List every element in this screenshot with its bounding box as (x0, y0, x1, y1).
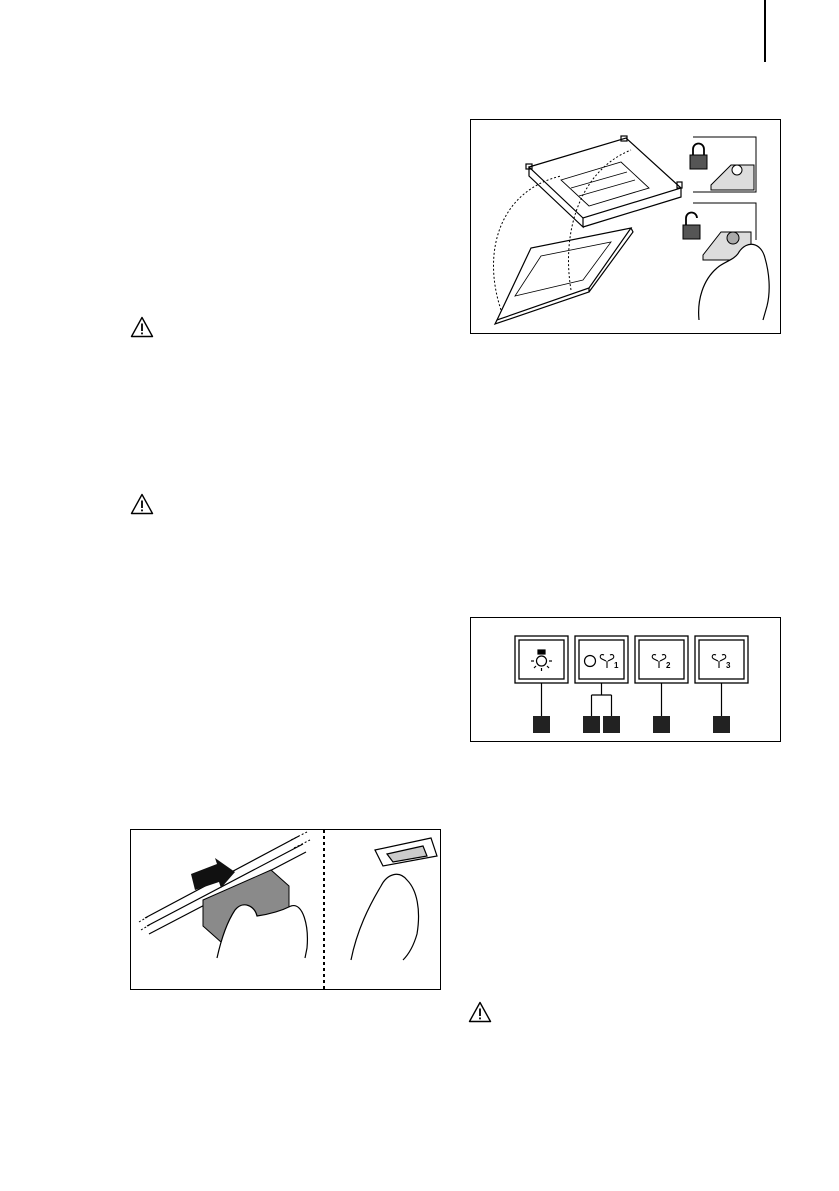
callout-marker (583, 716, 600, 733)
warning-triangle-icon (468, 1001, 492, 1023)
filter-clip-illustration (131, 830, 442, 991)
warning-triangle-icon (130, 493, 154, 515)
filter-clip-part (375, 838, 437, 866)
control-panel-figure (470, 617, 781, 742)
leader-lines (542, 683, 722, 716)
hand-icon (351, 874, 419, 960)
off-fan-speed-1-button (575, 636, 628, 683)
fan-speed-digit: 3 (726, 661, 731, 670)
callout-marker (653, 716, 670, 733)
warning-triangle-icon (130, 316, 154, 338)
page-edge-rule (764, 0, 766, 62)
hood-frame (526, 136, 682, 227)
fan-speed-3-button (695, 636, 748, 683)
callout-marker (533, 716, 550, 733)
control-panel-illustration (471, 618, 782, 743)
callout-marker (603, 716, 620, 733)
filter-clip-figure (130, 829, 441, 990)
filter-removal-illustration (471, 120, 782, 335)
fan-speed-2-button (635, 636, 688, 683)
grease-filter (495, 228, 633, 324)
push-arrow-icon (191, 858, 235, 890)
fan-speed-digit: 1 (614, 661, 619, 670)
motion-arcs (494, 150, 632, 310)
callout-marker (713, 716, 730, 733)
fan-speed-digit: 2 (666, 661, 671, 670)
padlock-closed-icon (690, 137, 756, 192)
filter-removal-figure (470, 119, 781, 334)
light-button (515, 636, 568, 683)
